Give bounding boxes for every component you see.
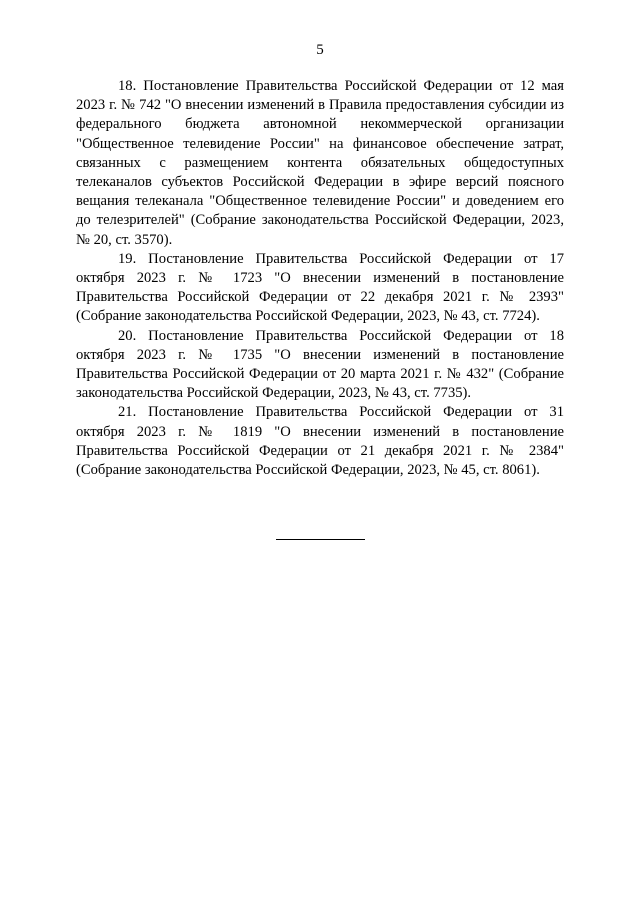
list-item-21: 21. Постановление Правительства Российской Федерации от 31 октября 2023 г. № 1819 "О внесении изменений в постановление Правительства Российской Федерации от 21 декабря 2021 г. № 2384" (Собрание законодательства Российской Федерации, 2023, № 45, ст. 8061).	[76, 404, 564, 479]
document-body	[76, 77, 564, 480]
list-item-20: 20. Постановление Правительства Российской Федерации от 18 октября 2023 г. № 1735 "О внесении изменений в постановление Правительства Российской Федерации от 20 марта 2021 г. № 432" (Собрание законодательства Российской Федерации, 2023, № 43, ст. 7735).	[76, 327, 564, 402]
end-separator-line	[276, 539, 365, 540]
list-item-19: 19. Постановление Правительства Российской Федерации от 17 октября 2023 г. № 1723 "О внесении изменений в постановление Правительства Российской Федерации от 22 декабря 2021 г. № 2393" (Собрание законодательства Российской Федерации, 2023, № 43, ст. 7724).	[76, 250, 564, 325]
list-item-18: 18. Постановление Правительства Российской Федерации от 12 мая 2023 г. № 742 "О внесении изменений в Правила предоставления субсидии из федерального бюджета автономной некоммерческой организации "Общественное телевидение России" на финансовое обеспечение затрат, связанных с размещением контента обязательных общедоступных телеканалов субъектов Российской Федерации в эфире версий поясного вещания телеканала "Общественное телевидение России" и доведением его до телезрителей" (Собрание законодательства Российской Федерации, 2023, № 20, ст. 3570).	[76, 78, 564, 248]
page-number: 5	[316, 42, 324, 58]
